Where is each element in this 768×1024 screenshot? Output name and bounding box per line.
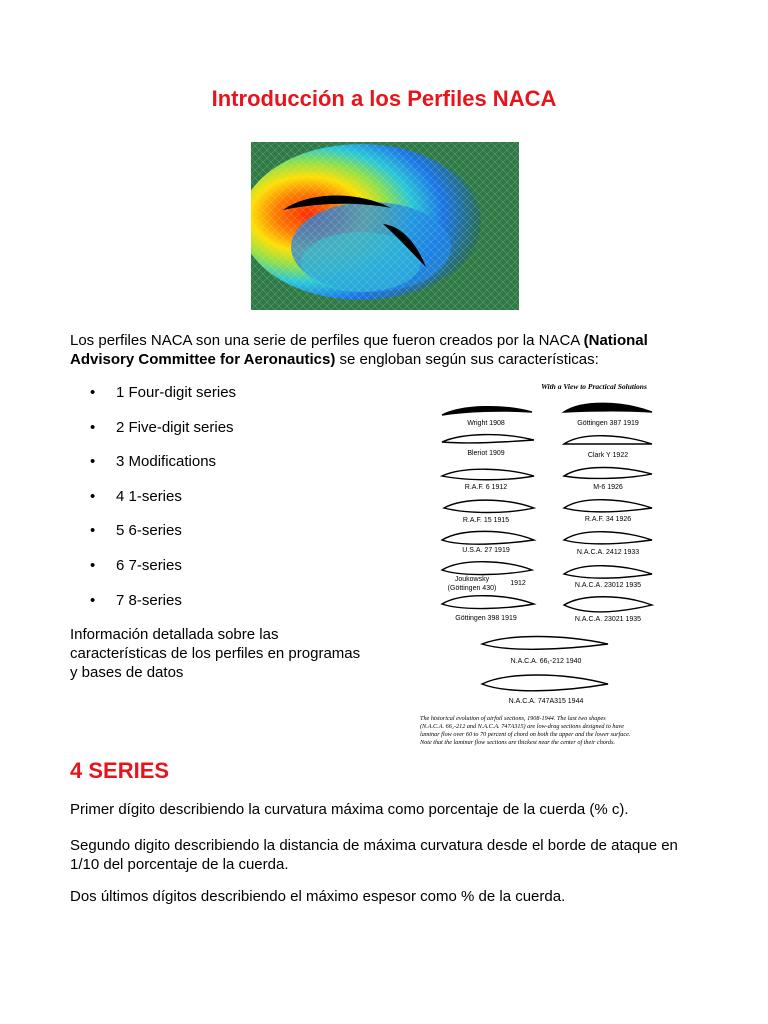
- airfoil-label: Göttingen 387 1919: [577, 420, 639, 427]
- info-paragraph: Información detallada sobre las características de los perfiles en programas y bases de datos: [70, 626, 361, 681]
- airfoil-label: N.A.C.A. 2412 1933: [576, 549, 640, 556]
- intro-paragraph: Los perfiles NACA son una serie de perfiles que fueron creados por la NACA (National Advisory Committee for Aeronautics) se engloban según sus características:: [70, 332, 648, 368]
- airfoil-label: 1912: [510, 580, 526, 587]
- figure-caption-line: laminar flow over 60 to 70 percent of chord on both the upper and the lower surface.: [420, 731, 631, 738]
- airfoil-label: N.A.C.A. 23012 1935: [574, 582, 642, 589]
- airfoil-label: R.A.F. 15 1915: [462, 517, 510, 524]
- airfoil-label: N.A.C.A. 23021 1935: [574, 616, 642, 623]
- airfoil-label: R.A.F. 34 1926: [584, 516, 632, 523]
- airfoil-label: M-6 1926: [593, 484, 623, 491]
- naca-series-list: [70, 384, 236, 626]
- list-item: • 2 Five-digit series: [90, 418, 234, 436]
- figure-heading: With a View to Practical Solutions: [541, 382, 647, 391]
- airfoil-label: Clark Y 1922: [587, 452, 629, 459]
- figure-caption-line: Note that the laminar flow sections are thickest near the center of their chords.: [420, 739, 616, 746]
- airfoil-label: (Göttingen 430): [447, 585, 497, 592]
- list-item: • 6 7-series: [90, 556, 182, 574]
- airfoil-evolution-figure: [412, 380, 696, 752]
- airfoil-label: U.S.A. 27 1919: [462, 547, 510, 554]
- airfoil-label: Bleriot 1909: [467, 450, 505, 457]
- paragraph: Segundo digito describiendo la distancia de máxima curvatura desde el borde de ataque en 1/10 del porcentaje de la cuerda.: [70, 837, 678, 873]
- paragraph: Primer dígito describiendo la curvatura máxima como porcentaje de la cuerda (% c).: [70, 801, 629, 818]
- figure-caption-line: The historical evolution of airfoil sections, 1908-1944. The last two shapes: [420, 715, 606, 722]
- airfoil-label: R.A.F. 6 1912: [464, 484, 508, 491]
- section-title-4-series: 4 SERIES: [70, 758, 170, 783]
- list-item: • 1 Four-digit series: [90, 384, 237, 401]
- airfoil-label: Wright 1908: [467, 420, 505, 427]
- list-item: • 4 1-series: [90, 487, 182, 505]
- list-item: • 3 Modifications: [90, 453, 217, 471]
- airfoil-label: Joukowsky: [454, 576, 490, 583]
- list-item: • 5 6-series: [90, 522, 182, 540]
- airfoil-label: N.A.C.A. 66₁-212 1940: [510, 658, 582, 665]
- figure-caption-line: (N.A.C.A. 66₁-212 and N.A.C.A. 747A315) are low-drag sections designed to have: [420, 723, 625, 730]
- cfd-airfoil-image: [251, 142, 519, 310]
- list-item: • 7 8-series: [90, 591, 182, 609]
- airfoil-label: N.A.C.A. 747A315 1944: [508, 698, 584, 705]
- airfoil-label: Göttingen 398 1919: [455, 615, 517, 622]
- page-title: Introducción a los Perfiles NACA: [211, 86, 557, 111]
- paragraph: Dos últimos dígitos describiendo el máximo espesor como % de la cuerda.: [70, 888, 566, 905]
